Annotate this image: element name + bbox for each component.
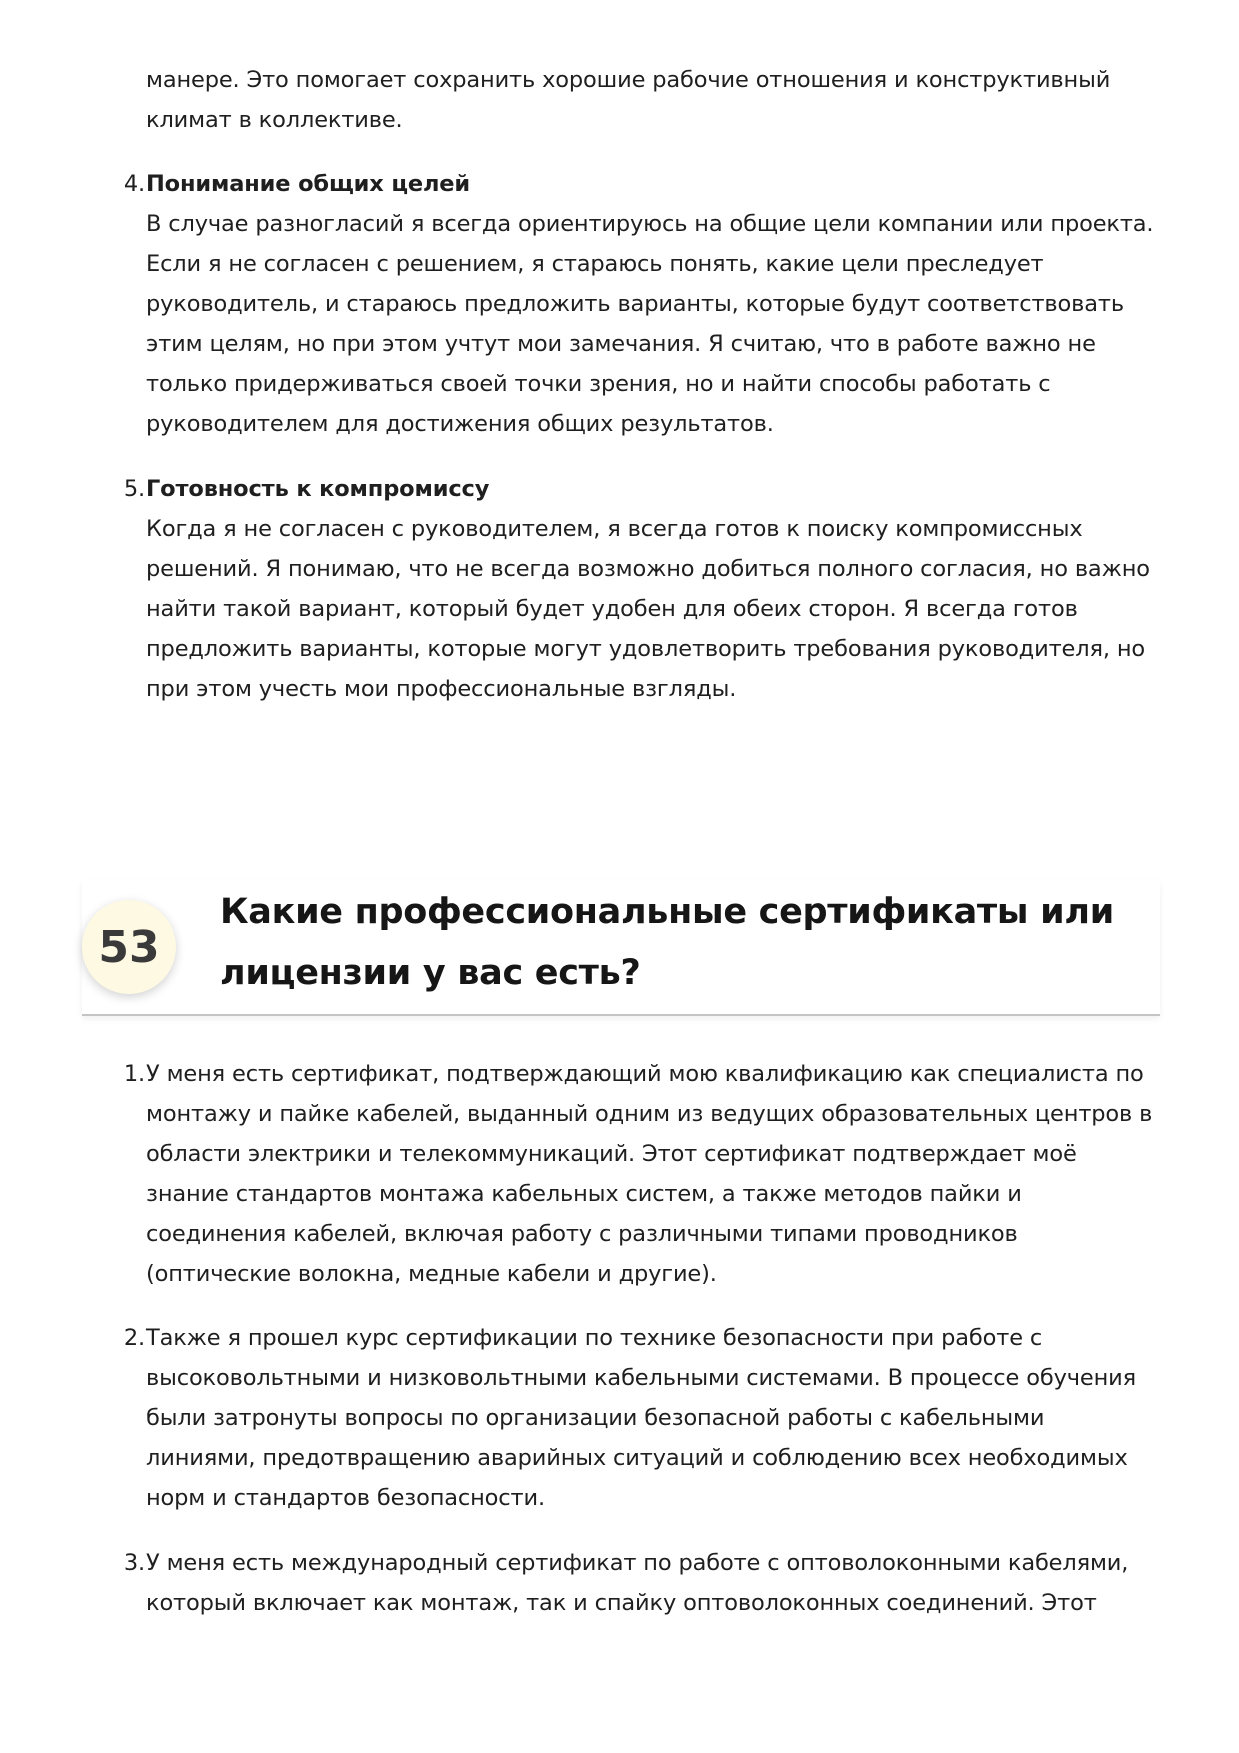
list-item-body: Когда я не согласен с руководителем, я всегда готов к поиску компромиссных решений. Я понимаю, что не всегда возможно добиться полного согласия, но важно найти такой вариант, который будет удобен для обеих сторон. Я всегда готов предложить варианты, которые могут удовлетворить требования руководителя, но при этом учесть мои профессиональные взгляды. <box>146 516 1150 702</box>
answer-item-number: 2. <box>123 1325 145 1351</box>
question-number: 53 <box>98 921 160 973</box>
question-title: Какие профессиональные сертификаты или лицензии у вас есть? <box>220 892 1114 993</box>
list-item-4 <box>123 164 1156 444</box>
question-header <box>82 880 1160 1016</box>
list-item-title: Понимание общих целей <box>146 171 471 197</box>
answer-item-1 <box>123 1054 1156 1294</box>
answer-item-body: Также я прошел курс сертификации по технике безопасности при работе с высоковольтными и низковольтными кабельными системами. В процессе обучения были затронуты вопросы по организации безопасной работы с кабельными линиями, предотвращению аварийных ситуаций и соблюдению всех необходимых норм и стандартов безопасности. <box>146 1325 1136 1511</box>
answer-item-2 <box>123 1318 1156 1518</box>
answer-item-body: У меня есть международный сертификат по работе с оптоволоконными кабелями, который включает как монтаж, так и спайку оптоволоконных соединений. Этот <box>146 1550 1129 1616</box>
answer-item-body: У меня есть сертификат, подтверждающий мою квалификацию как специалиста по монтажу и пайке кабелей, выданный одним из ведущих образовательных центров в области электрики и телекоммуникаций. Этот сертификат подтверждает моё знание стандартов монтажа кабельных систем, а также методов пайки и соединения кабелей, включая работу с различными типами проводников (оптические волокна, медные кабели и другие). <box>146 1061 1153 1287</box>
intro-paragraph-text: манере. Это помогает сохранить хорошие рабочие отношения и конструктивный климат в коллективе. <box>146 67 1111 133</box>
answer-item-3 <box>123 1543 1156 1623</box>
answer-item-number: 1. <box>123 1061 145 1087</box>
list-item-5 <box>123 469 1156 709</box>
list-item-number: 5. <box>123 476 145 502</box>
list-item-body: В случае разногласий я всегда ориентируюсь на общие цели компании или проекта. Если я не согласен с решением, я стараюсь понять, какие цели преследует руководитель, и стараюсь предложить варианты, которые будут соответствовать этим целям, но при этом учтут мои замечания. Я считаю, что в работе важно не только придерживаться своей точки зрения, но и найти способы работать с руководителем для достижения общих результатов. <box>146 211 1154 437</box>
list-item-title: Готовность к компромиссу <box>146 476 490 502</box>
intro-paragraph <box>146 60 1156 140</box>
question-number-badge <box>82 900 176 994</box>
list-item-number: 4. <box>123 171 145 197</box>
answer-item-number: 3. <box>123 1550 145 1576</box>
